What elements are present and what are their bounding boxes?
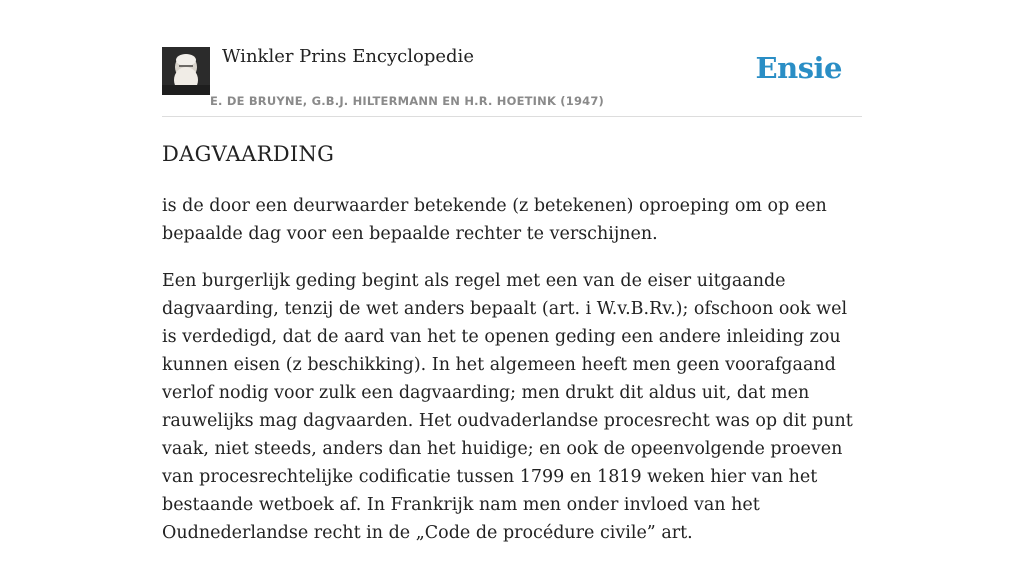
entry-title: DAGVAARDING [162, 142, 335, 166]
page-container [162, 0, 862, 543]
entry-paragraph: is de door een deurwaarder betekende (z betekenen) oproeping om op een bepaalde dag voor een bepaalde rechter te verschijnen. [162, 196, 827, 244]
source-title[interactable]: Winkler Prins Encyclopedie [222, 46, 474, 67]
author-avatar[interactable] [162, 47, 210, 95]
brand-logo-link[interactable]: Ensie [755, 51, 842, 85]
entry-body [162, 192, 862, 566]
source-authors: E. DE BRUYNE, G.B.J. HILTERMANN EN H.R. HOETINK (1947) [210, 94, 605, 108]
entry-paragraph: Een burgerlijk geding begint als regel met een van de eiser uitgaande dagvaarding, tenzij de wet anders bepaalt (art. i W.v.B.Rv.); ofschoon ook wel is verdedigd, dat de aard van het te openen geding een andere inleiding zou kunnen eisen (z beschikking). In het algemeen heeft men geen voorafgaand verlof nodig voor zulk een dagvaarding; men drukt dit aldus uit, dat men rauwelijks mag dagvaarden. Het oudvaderlandse procesrecht was op dit punt vaak, niet steeds, anders dan het huidige; en ook de opeenvolgende proeven van procesrechtelijke codificatie tussen 1799 en 1819 weken hier van het bestaande wetboek af. In Frankrijk nam men onder invloed van het Oudnederlandse recht in de „Code de procédure civile” art. [162, 271, 853, 543]
portrait-image [162, 47, 210, 95]
source-header [162, 0, 862, 117]
